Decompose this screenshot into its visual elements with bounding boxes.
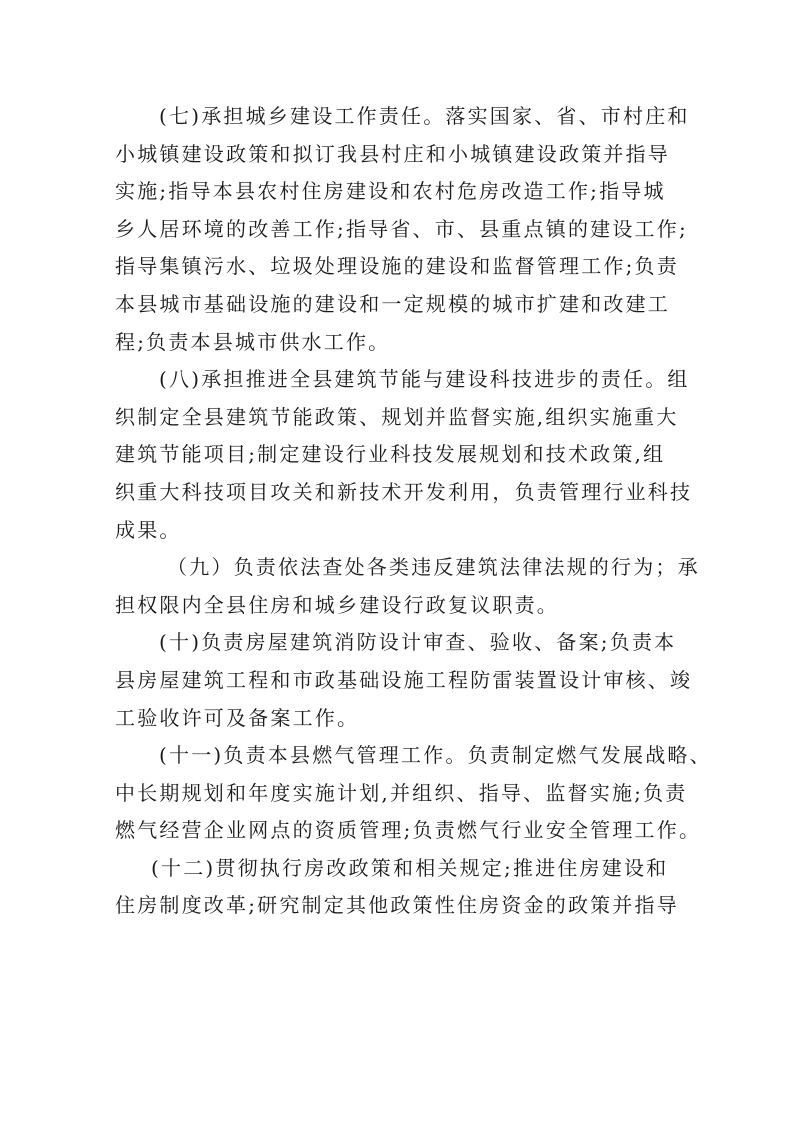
paragraph-8 <box>115 361 693 549</box>
paragraph-line: 程;负责本县城市供水工作。 <box>115 329 391 354</box>
paragraph-line: 担权限内全县住房和城乡建设行政复议职责。 <box>115 592 559 617</box>
paragraph-line: 小城镇建设政策和拟订我县村庄和小城镇建设政策并指导 <box>115 141 670 166</box>
paragraph-10 <box>115 624 693 737</box>
paragraph-line: （九）负责依法查处各类违反建筑法律法规的行为；承 <box>167 555 700 580</box>
paragraph-line: 指导集镇污水、垃圾处理设施的建设和监督管理工作;负责 <box>115 254 679 279</box>
paragraph-9 <box>115 549 700 624</box>
paragraph-line: 县房屋建筑工程和市政基础设施工程防雷装置设计审核、竣 <box>115 667 693 692</box>
paragraph-line: (十二)贯彻执行房改政策和相关规定;推进住房建设和 <box>151 855 669 880</box>
paragraph-line: (八)承担推进全县建筑节能与建设科技进步的责任。组 <box>159 367 690 392</box>
paragraph-line: 乡人居环境的改善工作;指导省、市、县重点镇的建设工作; <box>115 216 688 241</box>
paragraph-line: 中长期规划和年度实施计划,并组织、指导、监督实施;负责 <box>115 780 688 805</box>
paragraph-line: 工验收许可及备案工作。 <box>115 705 360 730</box>
paragraph-line: 实施;指导本县农村住房建设和农村危房改造工作;指导城 <box>115 179 666 204</box>
paragraph-line: 住房制度改革;研究制定其他政策性住房资金的政策并指导 <box>115 893 679 918</box>
paragraph-line: 建筑节能项目;制定建设行业科技发展规划和技术政策,组 <box>115 442 666 467</box>
paragraph-line: 织制定全县建筑节能政策、规划并监督实施,组织实施重大 <box>115 404 679 429</box>
paragraph-7 <box>115 98 690 361</box>
paragraph-line: (七)承担城乡建设工作责任。落实国家、省、市村庄和 <box>159 104 690 128</box>
paragraph-line: 燃气经营企业网点的资质管理;负责燃气行业安全管理工作。 <box>115 818 702 843</box>
paragraph-line: 织重大科技项目攻关和新技术开发利用，负责管理行业科技 <box>115 479 693 504</box>
paragraph-line: (十一)负责本县燃气管理工作。负责制定燃气发展战略、 <box>159 743 712 768</box>
paragraph-line: 本县城市基础设施的建设和一定规模的城市扩建和改建工 <box>115 291 670 316</box>
paragraph-12 <box>115 850 679 925</box>
paragraph-line: 成果。 <box>115 517 182 542</box>
paragraph-11 <box>115 737 712 850</box>
document-body <box>115 98 712 925</box>
paragraph-line: (十)负责房屋建筑消防设计审查、验收、备案;负责本 <box>159 630 677 655</box>
